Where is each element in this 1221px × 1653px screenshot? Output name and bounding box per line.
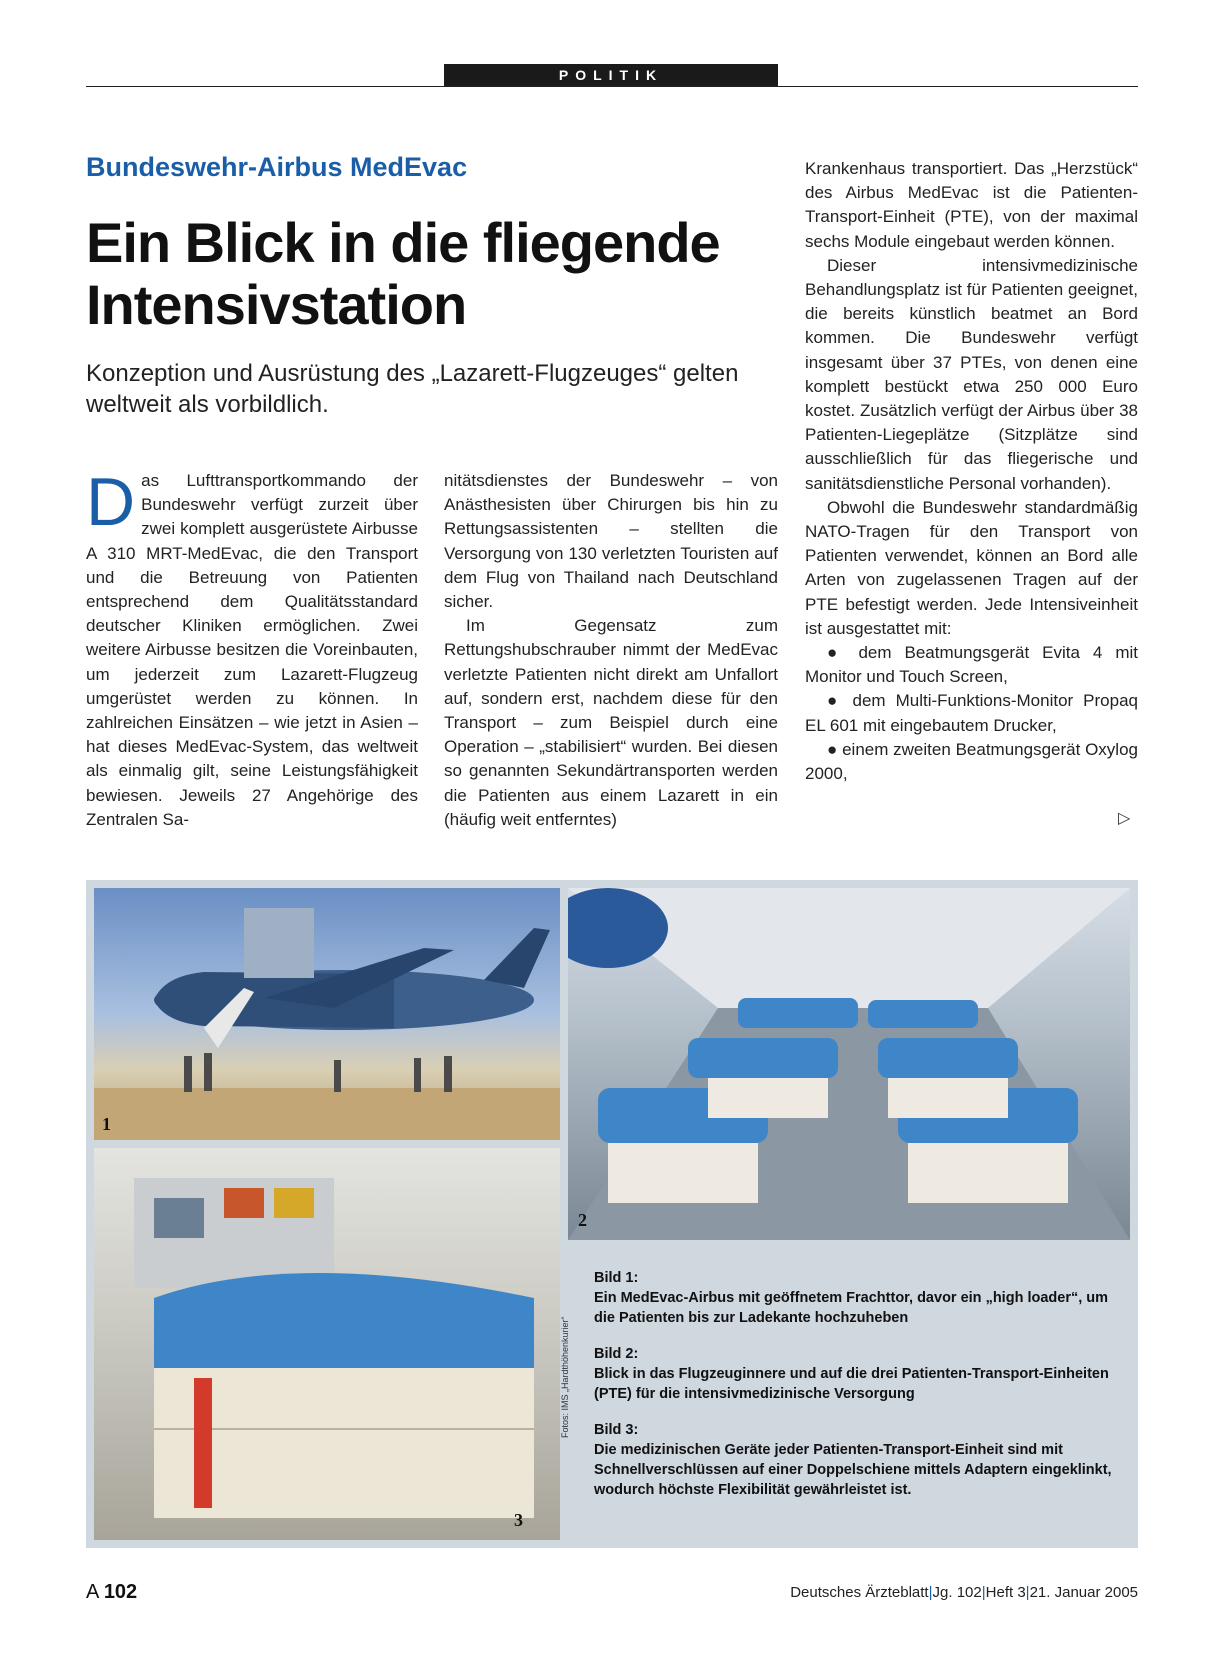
photo-pte-equipment [94, 1148, 560, 1540]
bullet-item: ● dem Multi-Funktions-Monitor Propaq EL 601 mit eingebautem Drucker, [805, 691, 1138, 735]
photo-number: 3 [514, 1510, 523, 1530]
headline-line-2: Intensivstation [86, 273, 467, 336]
photo-number: 1 [102, 1114, 111, 1134]
paragraph: nitätsdienstes der Bundeswehr – von Anästhesisten über Chirurgen bis hin zu Rettungsassistenten – stellten die Versorgung von 130 verletzten Touristen auf dem Flug von Thailand nach Deutschland sicher. [444, 471, 778, 612]
photo-captions [594, 1268, 1114, 1516]
text-column-2 [444, 469, 778, 832]
footer-citation: Deutsches Ärzteblatt|Jg. 102|Heft 3|21. Januar 2005 [790, 1584, 1138, 1601]
photo-airbus-exterior [94, 888, 560, 1140]
paragraph: Obwohl die Bundeswehr standardmäßig NATO-Tragen für den Transport von Patienten verwendet, können an Bord alle Arten von zugelassenen Tragen auf der PTE befestigt werden. Jede Intensiveinheit ist ausgestattet mit: [805, 497, 1138, 638]
section-label: POLITIK [444, 64, 778, 86]
header-rule [86, 86, 1138, 87]
paragraph: Dieser intensivmedizinische Behandlungsplatz ist für Patienten geeignet, die bereits künstlich beatmet an Bord kommen. Die Bundeswehr verfügt insgesamt über 37 PTEs, von denen eine komplett bestückt etwa 250 000 Euro kostet. Zusätzlich verfügt der Airbus über 38 Patienten-Liegeplätze (Sitzplätze sind ausschließlich für das fliegerische und sanitätsdienstliche Personal vorhanden). [805, 255, 1138, 493]
headline-line-1: Ein Blick in die fliegende [86, 211, 720, 274]
bullet-item: ● einem zweiten Beatmungsgerät Oxylog 2000, [805, 739, 1138, 784]
paragraph: Im Gegensatz zum Rettungshubschrauber nimmt der MedEvac verletzte Patienten nicht direkt am Unfallort auf, sondern erst, nachdem diese für den Transport – zum Beispiel durch eine Operation – „stabilisiert“ wurden. Bei diesen so genannten Sekundärtransporten werden die Patienten aus einem Lazarett in ein (häufig weit entferntes) [444, 616, 778, 829]
caption-title: Bild 1: [594, 1270, 639, 1286]
journal-date: 21. Januar 2005 [1029, 1584, 1138, 1601]
article-subhead: Konzeption und Ausrüstung des „Lazarett-Flugzeuges“ gelten weltweit als vorbildlich. [86, 360, 739, 418]
caption-text: Blick in das Flugzeuginnere und auf die drei Patienten-Transport-Einheiten (PTE) für die intensivmedizinische Versorgung [594, 1366, 1109, 1402]
pte-illustration [94, 1148, 560, 1540]
text-column-1 [86, 464, 418, 832]
page-prefix: A [86, 1581, 99, 1603]
caption-text: Die medizinischen Geräte jeder Patienten-Transport-Einheit sind mit Schnellverschlüssen auf einer Doppelschiene mittels Adaptern eingeklinkt, wodurch höchste Flexibilität gewährleistet ist. [594, 1442, 1112, 1498]
journal-issue: Heft 3 [985, 1584, 1026, 1601]
photo-credit: Fotos: IMS „Hardthöhenkurier“ [560, 1316, 570, 1438]
journal-name: Deutsches Ärzteblatt [790, 1584, 929, 1601]
paragraph: as Lufttransportkommando der Bundeswehr verfügt zurzeit über zwei komplett ausgerüstete Airbusse A 310 MRT-MedEvac, die den Transport und die Betreuung von Patienten entsprechend dem Qualitätsstandard deutscher Kliniken ermöglichen. Zwei weitere Airbusse besitzen die Voreinbauten, um jederzeit zum Lazarett-Flugzeug umgerüstet werden zu können. In zahlreichen Einsätzen – wie jetzt in Asien – hat dieses MedEvac-System, das weltweit als einmalig gilt, seine Leistungsfähigkeit bewiesen. Jeweils 27 Angehörige des Zentralen Sa- [86, 471, 418, 829]
caption-title: Bild 3: [594, 1422, 639, 1438]
text-column-3 [805, 157, 1138, 786]
photo-cabin-interior [568, 888, 1130, 1240]
caption-2 [594, 1344, 1114, 1404]
cabin-illustration [568, 888, 1130, 1240]
airbus-illustration [94, 888, 560, 1140]
journal-volume: Jg. 102 [932, 1584, 982, 1601]
caption-3 [594, 1420, 1114, 1500]
photo-number: 2 [578, 1210, 587, 1230]
paragraph: Krankenhaus transportiert. Das „Herzstück“ des Airbus MedEvac ist die Patienten-Transport-Einheit (PTE), von der maximal sechs Module eingebaut werden können. [805, 159, 1138, 251]
drop-cap: D [86, 464, 136, 540]
page-number [86, 1581, 137, 1604]
continue-arrow-icon: ▷ [1118, 810, 1131, 827]
caption-text: Ein MedEvac-Airbus mit geöffnetem Frachttor, davor ein „high loader“, um die Patienten bis zur Ladekante hochzuheben [594, 1290, 1109, 1326]
article-headline [86, 212, 766, 336]
page-number-value: 102 [103, 1581, 138, 1603]
bullet-item: ● dem Beatmungsgerät Evita 4 mit Monitor und Touch Screen, [805, 643, 1138, 687]
caption-1 [594, 1268, 1114, 1328]
caption-title: Bild 2: [594, 1346, 639, 1362]
article-kicker: Bundeswehr-Airbus MedEvac [86, 152, 468, 182]
